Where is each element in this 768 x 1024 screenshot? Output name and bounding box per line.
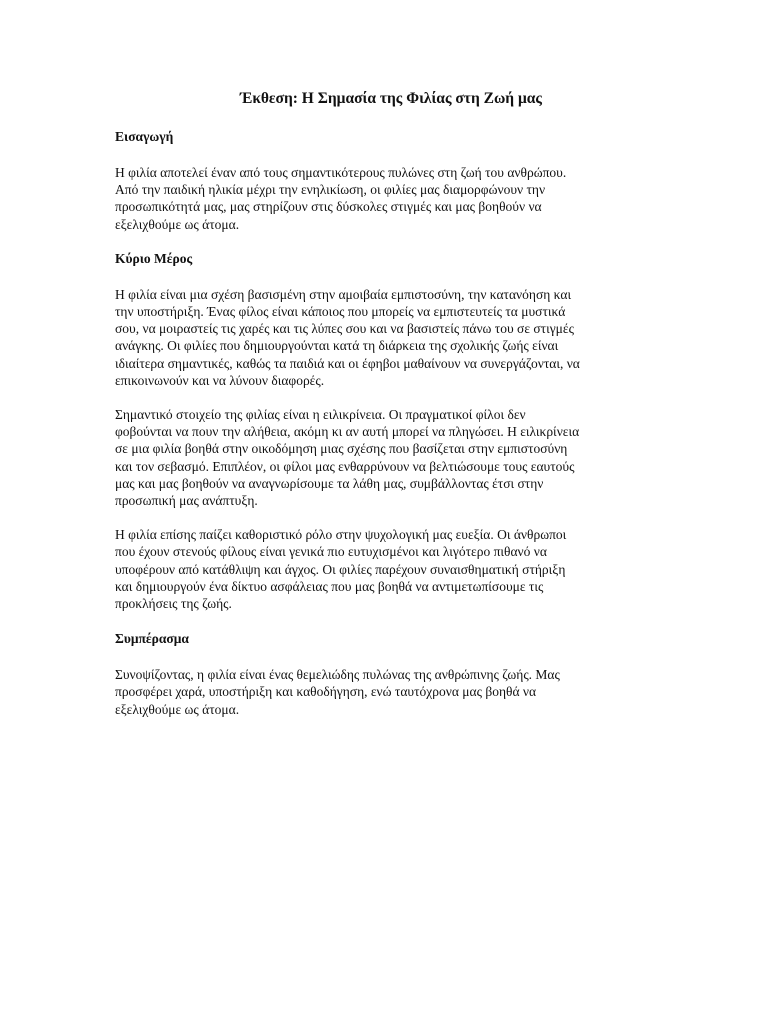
text-line: που έχουν στενούς φίλους είναι γενικά πιο ευτυχισμένοι και λιγότερο πιθανό να bbox=[115, 544, 547, 560]
text-line: εξελιχθούμε ως άτομα. bbox=[115, 216, 240, 232]
text-line: προσωπική μας ανάπτυξη. bbox=[115, 493, 258, 509]
document-body bbox=[115, 88, 655, 735]
text-line: Η φιλία αποτελεί έναν από τους σημαντικότερους πυλώνες στη ζωή του ανθρώπου. bbox=[115, 165, 567, 180]
text-line: μας και μας βοηθούν να αναγνωρίσουμε τα λάθη μας, συμβάλλοντας έτσι στην bbox=[115, 475, 544, 491]
text-line: υποφέρουν από κατάθλιψη και άγχος. Οι φιλίες παρέχουν συναισθηματική στήριξη bbox=[115, 561, 566, 577]
paragraph-main-1 bbox=[115, 286, 655, 389]
text-line: Συνοψίζοντας, η φιλία είναι ένας θεμελιώδης πυλώνας της ανθρώπινης ζωής. Μας bbox=[115, 667, 560, 683]
paragraph-intro-1 bbox=[115, 164, 655, 233]
text-line: προκλήσεις της ζωής. bbox=[115, 596, 232, 612]
section-heading-main: Κύριο Μέρος bbox=[115, 250, 193, 266]
text-line: επικοινωνούν και να λύνουν διαφορές. bbox=[115, 372, 325, 388]
text-line: Η φιλία είναι μια σχέση βασισμένη στην αμοιβαία εμπιστοσύνη, την κατανόηση και bbox=[115, 286, 572, 302]
text-line: και τον σεβασμό. Επιπλέον, οι φίλοι μας ενθαρρύνουν να βελτιώσουμε τους εαυτούς bbox=[115, 458, 575, 474]
text-line: προσωπικότητά μας, μας στηρίζουν στις δύσκολες στιγμές και μας βοηθούν να bbox=[115, 199, 542, 215]
document-title: Έκθεση: Η Σημασία της Φιλίας στη Ζωή μας bbox=[240, 90, 542, 107]
text-line: σε μια φιλία βοηθά στην οικοδόμηση μιας σχέσης που βασίζεται στην εμπιστοσύνη bbox=[115, 441, 568, 457]
paragraph-main-2 bbox=[115, 406, 655, 509]
section-heading-intro: Εισαγωγή bbox=[115, 129, 174, 144]
text-line: σου, να μοιραστείς τις χαρές και τις λύπες σου και να βασιστείς πάνω του σε στιγμές bbox=[115, 321, 574, 337]
text-line: προσφέρει χαρά, υποστήριξη και καθοδήγηση, ενώ ταυτόχρονα μας βοηθά να bbox=[115, 684, 537, 700]
text-line: Η φιλία επίσης παίζει καθοριστικό ρόλο στην ψυχολογική μας ευεξία. Οι άνθρωποι bbox=[115, 527, 567, 543]
section-heading-conclusion: Συμπέρασμα bbox=[115, 631, 189, 647]
text-line: την υποστήριξη. Ένας φίλος είναι κάποιος που μπορείς να εμπιστευτείς τα μυστικά bbox=[115, 304, 566, 320]
text-line: Σημαντικό στοιχείο της φιλίας είναι η ειλικρίνεια. Οι πραγματικοί φίλοι δεν bbox=[115, 407, 526, 423]
text-line: Από την παιδική ηλικία μέχρι την ενηλικίωση, οι φιλίες μας διαμορφώνουν την bbox=[115, 182, 546, 198]
paragraph-conclusion-1 bbox=[115, 666, 655, 718]
text-line: εξελιχθούμε ως άτομα. bbox=[115, 701, 240, 717]
text-line: ανάγκης. Οι φιλίες που δημιουργούνται κατά τη διάρκεια της σχολικής ζωής είναι bbox=[115, 338, 559, 354]
text-line: ιδιαίτερα σημαντικές, καθώς τα παιδιά και οι έφηβοι μαθαίνουν να συνεργάζονται, να bbox=[115, 355, 580, 371]
text-line: φοβούνται να πουν την αλήθεια, ακόμη κι αν αυτή μπορεί να πληγώσει. Η ειλικρίνεια bbox=[115, 424, 580, 440]
text-line: και δημιουργούν ένα δίκτυο ασφάλειας που μας βοηθά να αντιμετωπίσουμε τις bbox=[115, 578, 544, 594]
paragraph-main-3 bbox=[115, 526, 655, 612]
